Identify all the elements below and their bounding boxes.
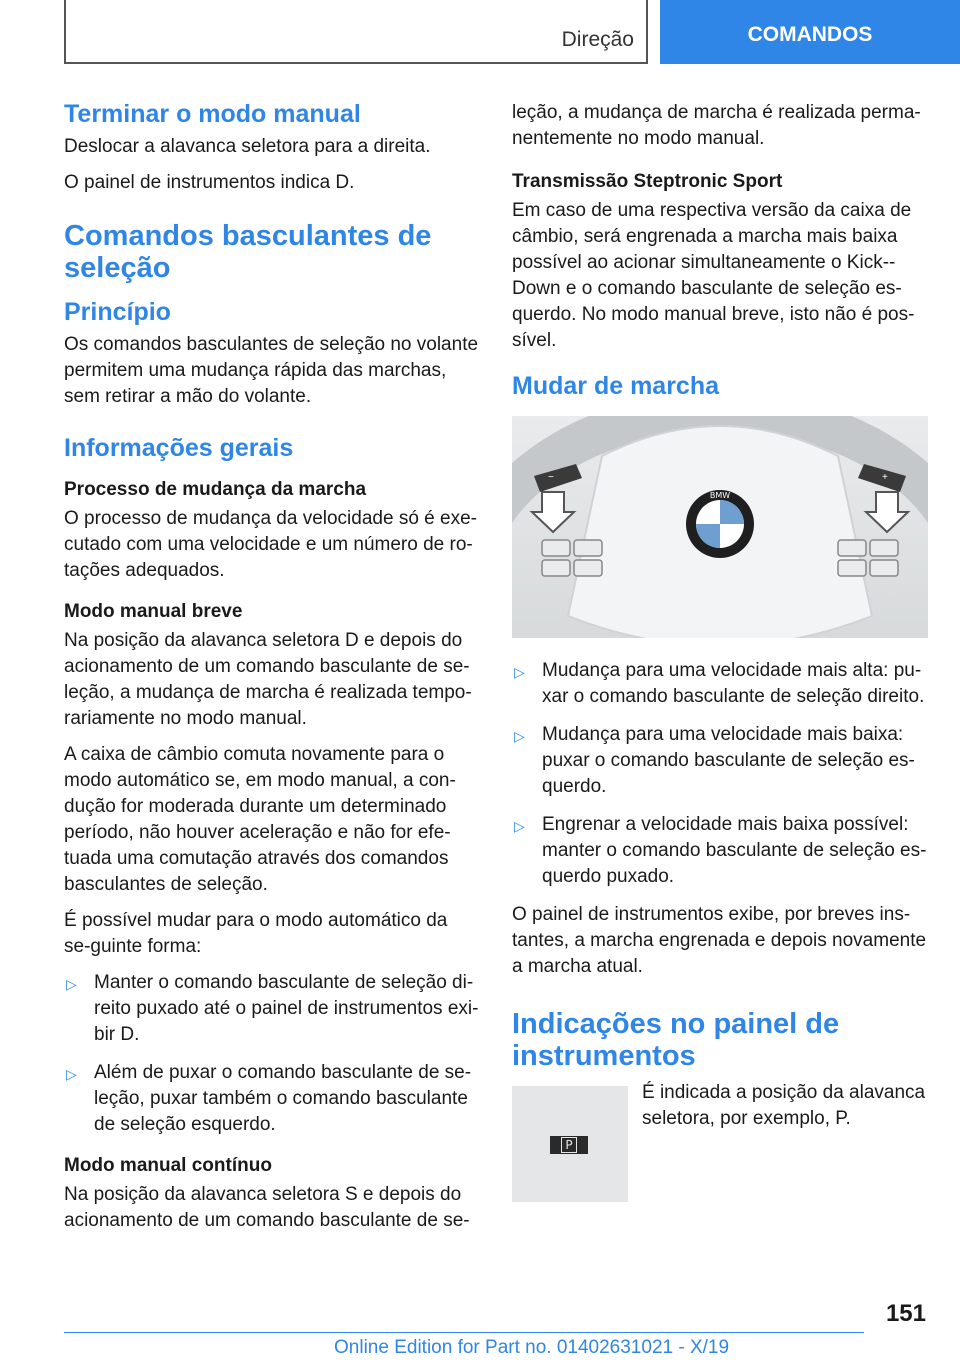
steering-wheel-icon xyxy=(512,416,928,638)
list-item: ▷ Além de puxar o comando basculante de se-leção, puxar também o comando basculante de seleção esquerdo. xyxy=(66,1062,472,1135)
triangle-bullet-icon: ▷ xyxy=(514,728,525,744)
header-section: Direção xyxy=(561,28,634,51)
paragraph: leção, a mudança de marcha é realizada perma-nentemente no modo manual. xyxy=(512,102,921,149)
heading-steptronic: Transmissão Steptronic Sport xyxy=(512,171,783,192)
heading-breve: Modo manual breve xyxy=(64,601,243,622)
page-number: 151 xyxy=(885,1300,926,1327)
paddle-minus-label: − xyxy=(548,472,554,483)
bullet-list xyxy=(64,970,479,1138)
triangle-bullet-icon: ▷ xyxy=(66,1066,77,1082)
indicator-row xyxy=(512,1082,927,1202)
left-column xyxy=(64,100,479,1244)
paragraph: Na posição da alavanca seletora S e depois do acionamento de um comando basculante de se- xyxy=(64,1184,470,1231)
footer-edition: Online Edition for Part no. 01402631021 - X/19 xyxy=(334,1337,730,1358)
heading-indicacoes: Indicações no painel de instrumentos xyxy=(512,1008,840,1072)
paragraph: É possível mudar para o modo automático da se-guinte forma: xyxy=(64,910,448,957)
header-chapter-tab: COMANDOS xyxy=(660,0,960,64)
paragraph: Em caso de uma respectiva versão da caixa de câmbio, será engrenada a marcha mais baixa possível ao acionar simultaneamente o Kick--Down e o comando basculante de seleção es-querdo. No modo manual breve, isto não é pos-sível. xyxy=(512,200,915,351)
list-item: ▷ Mudança para uma velocidade mais baixa: puxar o comando basculante de seleção es-querdo. xyxy=(514,724,915,797)
right-column xyxy=(512,100,927,1202)
paragraph: Deslocar a alavanca seletora para a direita. xyxy=(64,136,431,157)
heading-principio: Princípio xyxy=(64,298,171,326)
list-item: ▷ Mudança para uma velocidade mais alta: pu-xar o comando basculante de seleção direito. xyxy=(514,660,925,707)
bmw-logo-text: BMW xyxy=(709,491,731,500)
steering-wheel-illustration xyxy=(512,416,928,638)
paragraph: O painel de instrumentos exibe, por breves ins-tantes, a marcha engrenada e depois novamente a marcha atual. xyxy=(512,904,927,977)
heading-terminar: Terminar o modo manual xyxy=(64,100,361,128)
paddle-plus-label: + xyxy=(882,472,888,483)
triangle-bullet-icon: ▷ xyxy=(514,818,525,834)
list-item: ▷ Engrenar a velocidade mais baixa possível: manter o comando basculante de seleção es-querdo puxado. xyxy=(514,814,927,887)
header-frame xyxy=(64,0,648,64)
paragraph: Os comandos basculantes de seleção no volante permitem uma mudança rápida das marchas, sem retirar a mão do volante. xyxy=(64,334,479,407)
heading-comandos: Comandos basculantes de seleção xyxy=(64,220,432,284)
heading-processo: Processo de mudança da marcha xyxy=(64,479,367,500)
heading-mudar: Mudar de marcha xyxy=(512,372,720,400)
triangle-bullet-icon: ▷ xyxy=(514,664,525,680)
heading-info: Informações gerais xyxy=(64,434,294,462)
paragraph: Na posição da alavanca seletora D e depois do acionamento de um comando basculante de se-leção, a mudança de marcha é realizada tempo-rariamente no modo manual. xyxy=(64,630,472,729)
gear-display-icon: P xyxy=(550,1136,588,1154)
heading-continuo: Modo manual contínuo xyxy=(64,1155,272,1176)
instrument-panel-image xyxy=(512,1086,628,1202)
bullet-list xyxy=(512,658,927,890)
paragraph: É indicada a posição da alavanca seletora, por exemplo, P. xyxy=(642,1082,926,1129)
footer-divider xyxy=(64,1332,864,1333)
paragraph: O processo de mudança da velocidade só é exe-cutado com uma velocidade e um número de ro-tações adequados. xyxy=(64,508,477,581)
paragraph: A caixa de câmbio comuta novamente para o modo automático se, em modo manual, a con-dução for moderada durante um determinado período, não houver aceleração e não for efe-tuada uma comutação através dos comandos basculantes de seleção. xyxy=(64,744,456,895)
list-item: ▷ Manter o comando basculante de seleção di-reito puxado até o painel de instrumentos exi-bir D. xyxy=(66,972,479,1045)
paragraph: O painel de instrumentos indica D. xyxy=(64,172,355,193)
triangle-bullet-icon: ▷ xyxy=(66,976,77,992)
